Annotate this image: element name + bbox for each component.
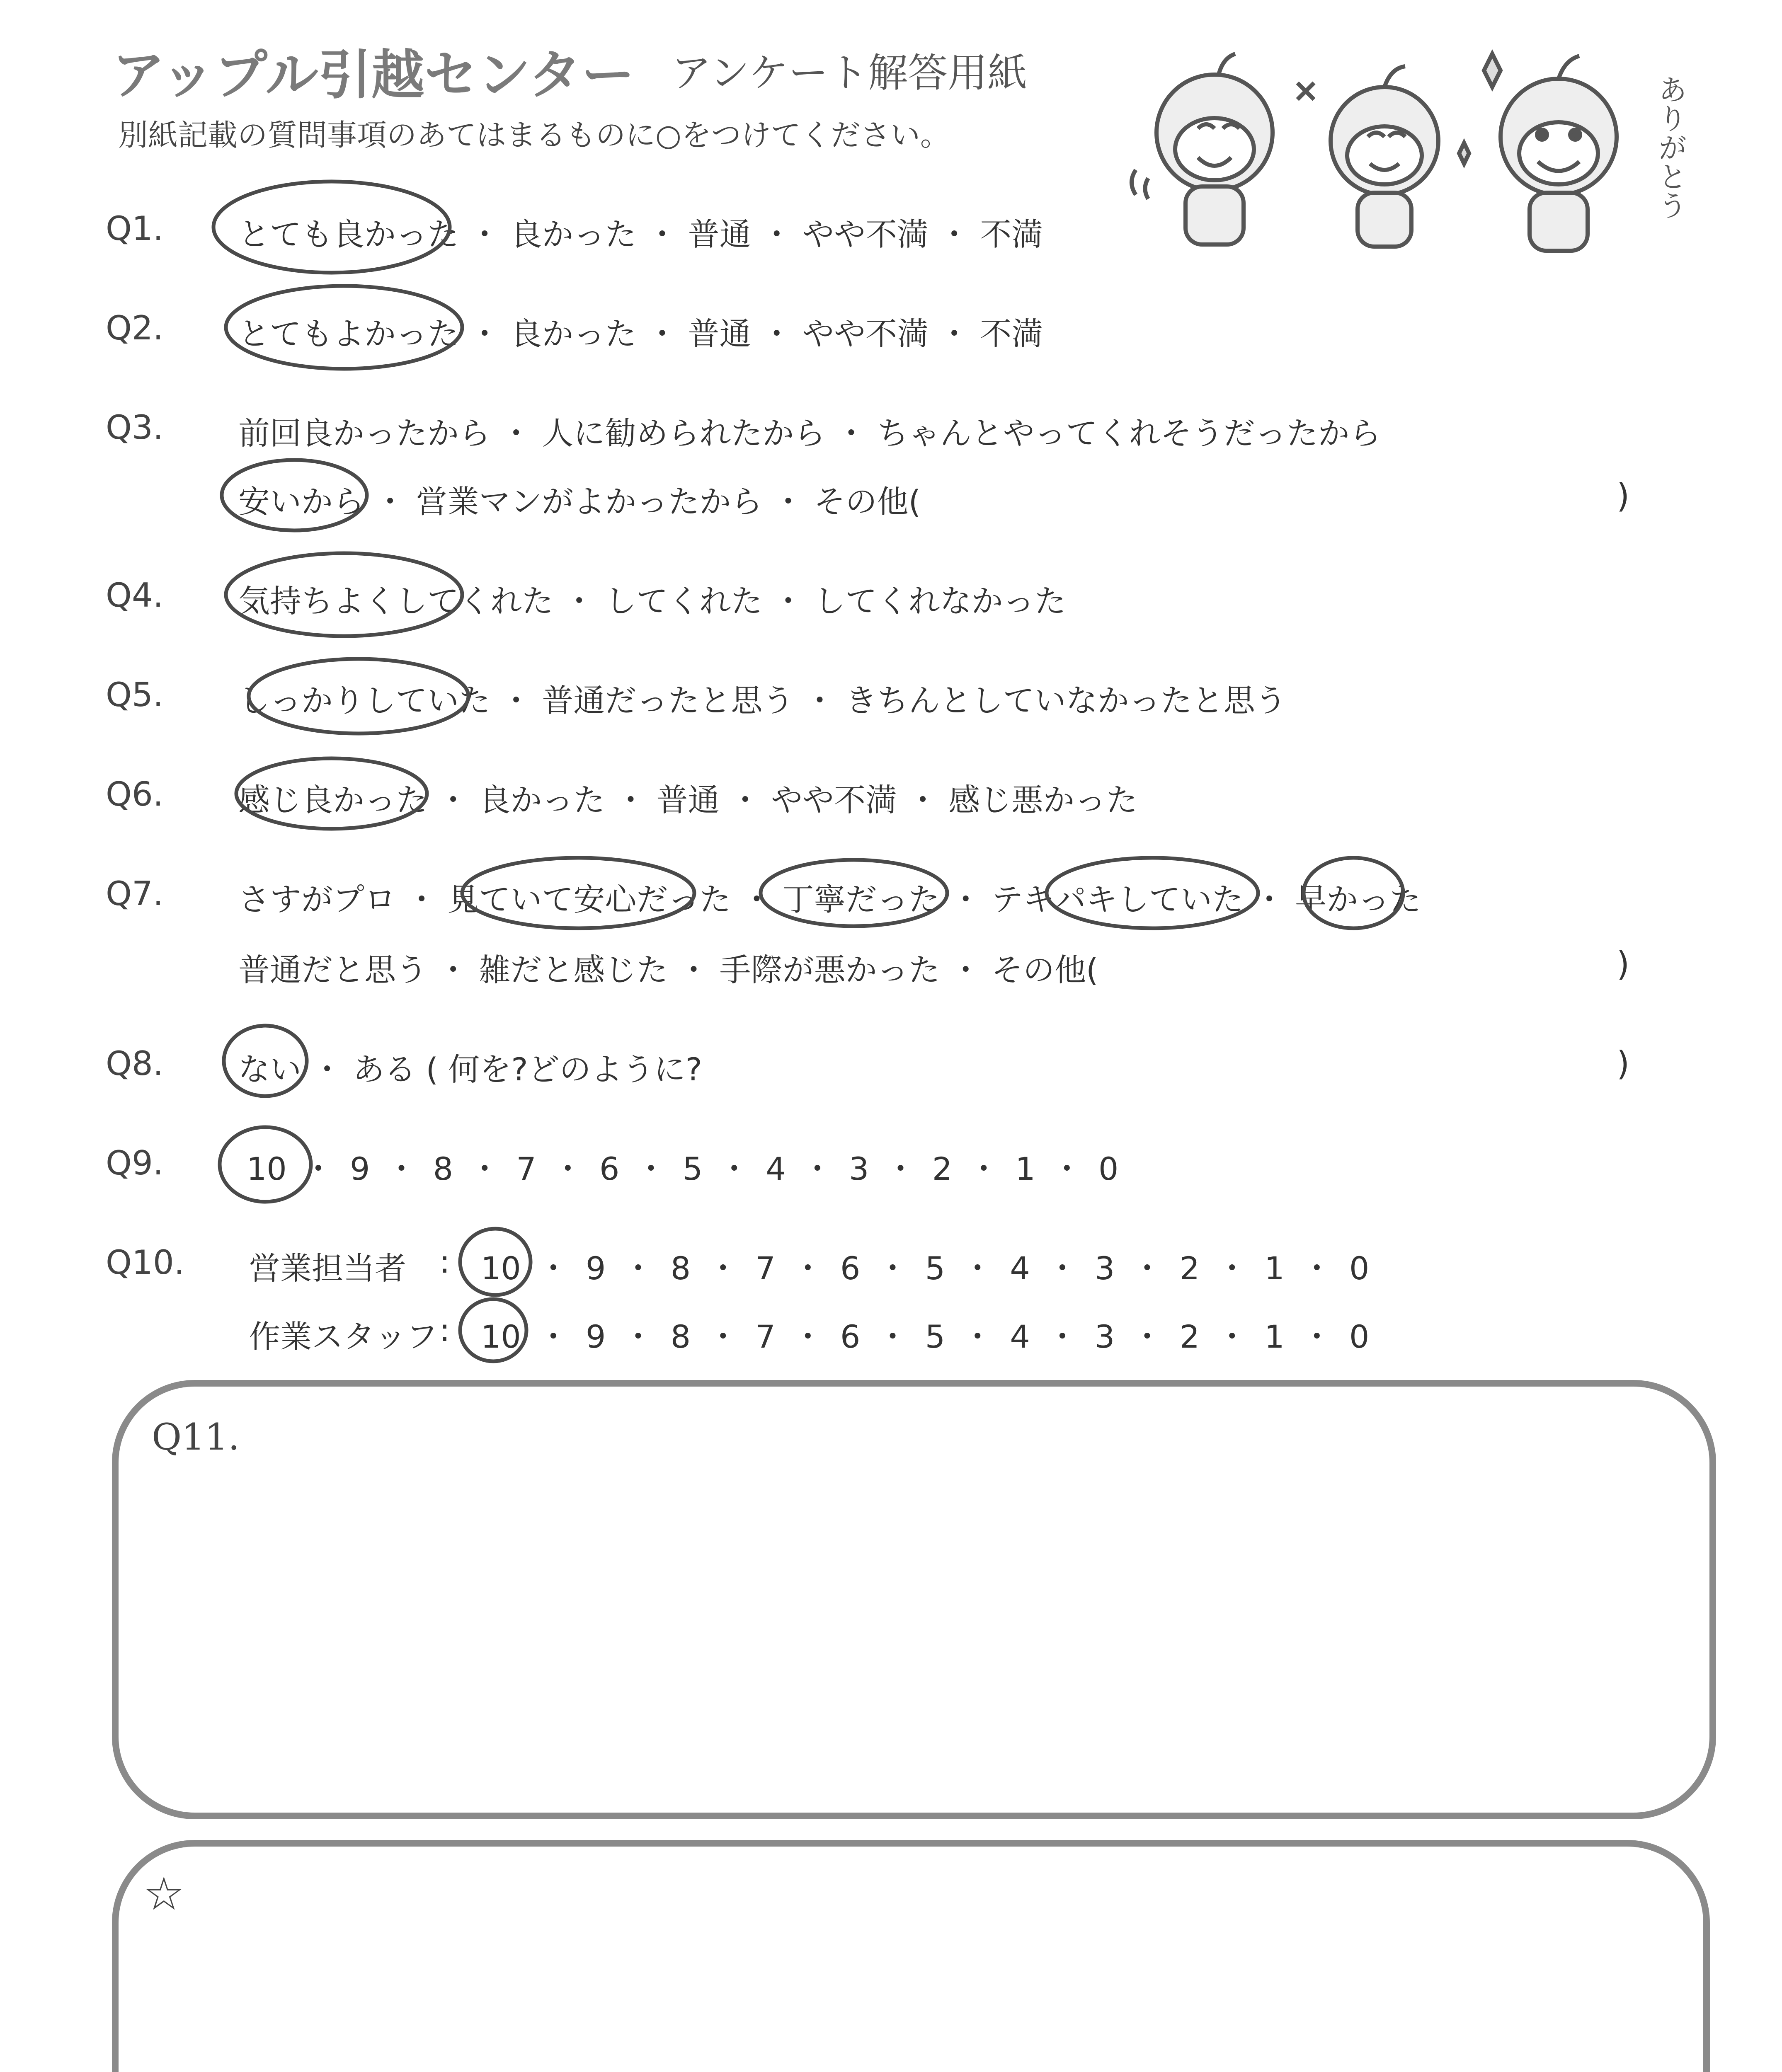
- mascot-right-icon: [1459, 54, 1617, 251]
- q3-close-paren: ): [1617, 477, 1630, 515]
- star-icon: ☆: [143, 1867, 184, 1920]
- comment-box[interactable]: [112, 1840, 1710, 2072]
- q10-staff-scale[interactable]: 10 ・ 9 ・ 8 ・ 7 ・ 6 ・ 5 ・ 4 ・ 3 ・ 2 ・ 1 ・ 0: [481, 1318, 1370, 1355]
- q10-label: Q10.: [106, 1243, 185, 1282]
- mascot-left-icon: [1132, 54, 1273, 244]
- q8-label: Q8.: [106, 1044, 164, 1083]
- q9-label: Q9.: [106, 1144, 164, 1182]
- q10-sales-label: 営業担当者: [249, 1250, 406, 1287]
- q7-options-line1[interactable]: さすがプロ ・ 見ていて安心だった ・ 丁寧だった ・ テキパキしていた ・ 早かった: [238, 881, 1421, 918]
- q9-scale[interactable]: 10 ・ 9 ・ 8 ・ 7 ・ 6 ・ 5 ・ 4 ・ 3 ・ 2 ・ 1 ・ 0: [247, 1150, 1119, 1187]
- q3-label: Q3.: [106, 408, 164, 447]
- q4-label: Q4.: [106, 576, 164, 615]
- q3-options-line2[interactable]: 安いから ・ 営業マンがよかったから ・ その他(: [238, 483, 921, 520]
- q11-label: Q11.: [152, 1416, 240, 1458]
- mascot-caption: ありがとう: [1654, 75, 1687, 220]
- q5-label: Q5.: [106, 675, 164, 714]
- q3-options-line1[interactable]: 前回良かったから ・ 人に勧められたから ・ ちゃんとやってくれそうだったから: [238, 415, 1381, 452]
- q10-staff-label: 作業スタッフ: [249, 1318, 438, 1355]
- q6-label: Q6.: [106, 775, 164, 813]
- q8-close-paren: ): [1617, 1044, 1630, 1083]
- mascot-illustration: [1119, 46, 1700, 261]
- q5-options[interactable]: しっかりしていた ・ 普通だったと思う ・ きちんとしていなかったと思う: [238, 682, 1287, 719]
- instruction-text: 別紙記載の質問事項のあてはまるものに○をつけてください。: [118, 118, 950, 152]
- q7-options-line2[interactable]: 普通だと思う ・ 雑だと感じた ・ 手際が悪かった ・ その他(: [238, 951, 1098, 988]
- q2-label: Q2.: [106, 309, 164, 347]
- q7-label: Q7.: [106, 874, 164, 913]
- q7-close-paren: ): [1617, 945, 1630, 983]
- q2-options[interactable]: とてもよかった ・ 良かった ・ 普通 ・ やや不満 ・ 不満: [238, 315, 1043, 352]
- q10-staff-colon: :: [439, 1312, 450, 1348]
- q10-sales-scale[interactable]: 10 ・ 9 ・ 8 ・ 7 ・ 6 ・ 5 ・ 4 ・ 3 ・ 2 ・ 1 ・ 0: [481, 1250, 1370, 1287]
- q10-sales-colon: :: [439, 1243, 450, 1280]
- q6-options[interactable]: 感じ良かった ・ 良かった ・ 普通 ・ やや不満 ・ 感じ悪かった: [238, 782, 1138, 818]
- q8-options[interactable]: ない ・ ある ( 何を?どのように?: [238, 1051, 702, 1088]
- q1-label: Q1.: [106, 209, 164, 248]
- q4-options[interactable]: 気持ちよくしてくれた ・ してくれた ・ してくれなかった: [238, 583, 1066, 620]
- q11-answer-box[interactable]: [112, 1380, 1716, 1819]
- form-subtitle: アンケート解答用紙: [672, 50, 1028, 96]
- q1-options[interactable]: とても良かった ・ 良かった ・ 普通 ・ やや不満 ・ 不満: [238, 216, 1043, 253]
- form-title: アップル引越センター: [112, 44, 635, 106]
- mascot-center-icon: [1297, 66, 1438, 247]
